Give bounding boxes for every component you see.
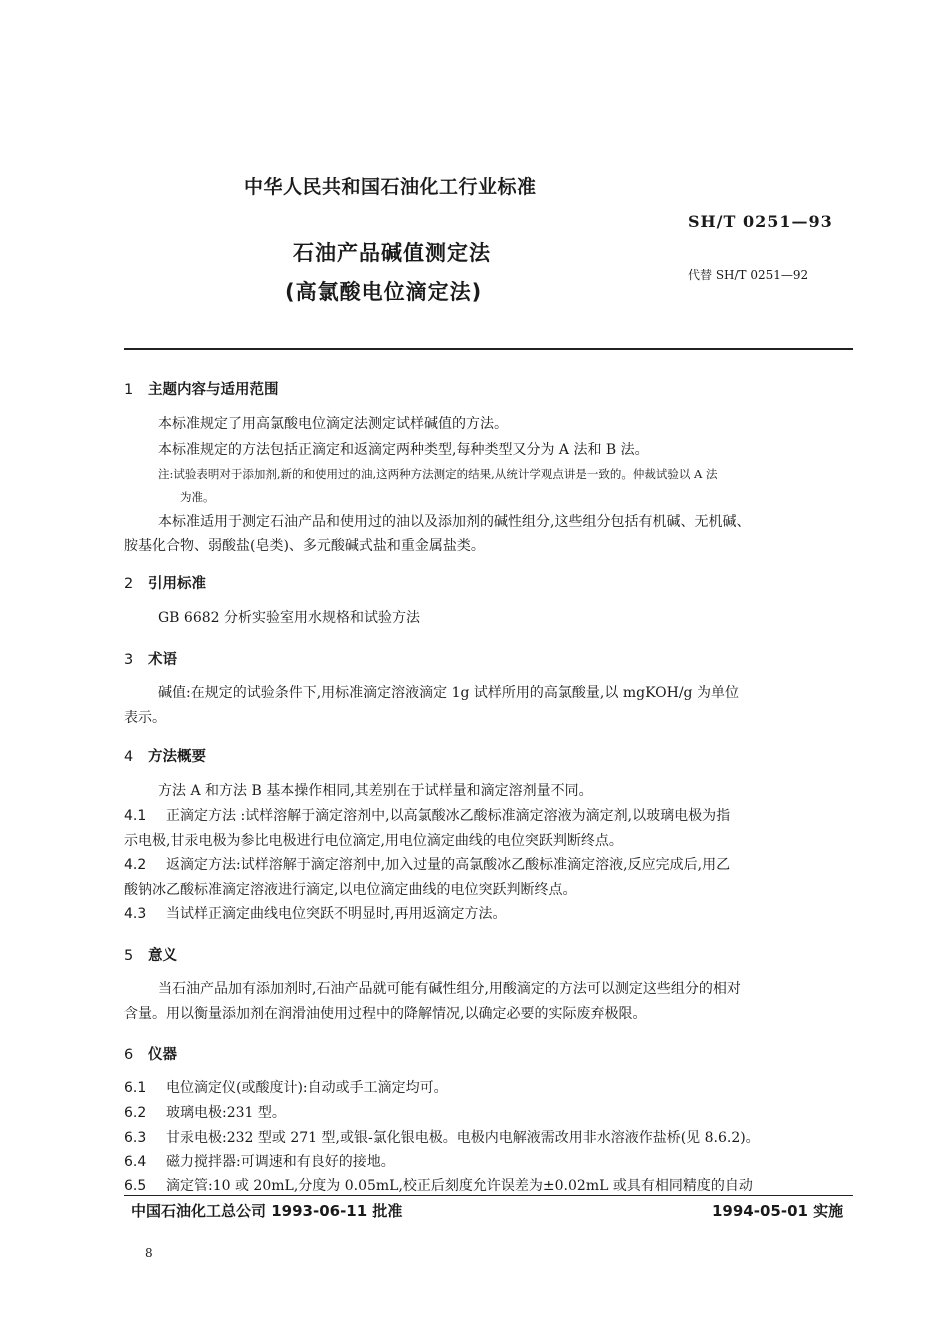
section-5-para: 当石油产品加有添加剂时,石油产品就可能有碱性组分,用酸滴定的方法可以测定这些组分的相对 <box>158 981 741 997</box>
clause-6-5: 6.5 滴定管:10 或 20mL,分度为 0.05mL,校正后刻度允许误差为±0.02mL 或具有相同精度的自动 <box>124 1178 753 1194</box>
section-1-note: 注:试验表明对于添加剂,新的和使用过的油,这两种方法测定的结果,从统计学观点讲是一致的。仲裁试验以 A 法 <box>158 467 718 481</box>
footer-divider <box>124 1195 853 1196</box>
page-number: 8 <box>145 1246 153 1260</box>
clause-4-2-cont: 酸钠冰乙酸标准滴定溶液进行滴定,以电位滴定曲线的电位突跃判断终点。 <box>124 882 577 898</box>
section-1-para-3: 本标准适用于测定石油产品和使用过的油以及添加剂的碱性组分,这些组分包括有机碱、无机碱、 <box>158 514 751 530</box>
clause-6-3: 6.3 甘汞电极:232 型或 271 型,或银-氯化银电极。电极内电解液需改用非水溶液作盐桥(见 8.6.2)。 <box>124 1130 760 1146</box>
implementation-date: 1994-05-01 实施 <box>712 1202 844 1220</box>
term-definition-cont: 表示。 <box>124 710 166 726</box>
clause-6-4: 6.4 磁力搅拌器:可调速和有良好的接地。 <box>124 1154 395 1170</box>
document-title: 石油产品碱值测定法 <box>293 241 491 265</box>
clause-4-1-cont: 示电极,甘汞电极为参比电极进行电位滴定,用电位滴定曲线的电位突跃判断终点。 <box>124 833 623 849</box>
clause-4-3: 4.3 当试样正滴定曲线电位突跃不明显时,再用返滴定方法。 <box>124 906 507 922</box>
normative-reference: GB 6682 分析实验室用水规格和试验方法 <box>158 610 421 626</box>
approval-line: 中国石油化工总公司 1993-06-11 批准 <box>131 1202 403 1220</box>
header-divider <box>124 348 853 350</box>
section-4-heading: 4 方法概要 <box>124 749 206 765</box>
section-1-para-1: 本标准规定了用高氯酸电位滴定法测定试样碱值的方法。 <box>158 416 508 432</box>
replaces-standard: 代替 SH/T 0251—92 <box>688 268 809 282</box>
standard-code: SH/T 0251—93 <box>688 212 833 231</box>
section-4-para-1: 方法 A 和方法 B 基本操作相同,其差别在于试样量和滴定溶剂量不同。 <box>158 783 593 799</box>
clause-4-1: 4.1 正滴定方法 :试样溶解于滴定溶剂中,以高氯酸冰乙酸标准滴定溶液为滴定剂,以玻璃电极为指 <box>124 808 731 824</box>
section-3-heading: 3 术语 <box>124 652 177 668</box>
document-subtitle: (高氯酸电位滴定法) <box>285 280 483 304</box>
issuing-authority: 中华人民共和国石油化工行业标准 <box>244 176 537 198</box>
section-2-heading: 2 引用标准 <box>124 576 206 592</box>
section-1-para-2: 本标准规定的方法包括正滴定和返滴定两种类型,每种类型又分为 A 法和 B 法。 <box>158 442 649 458</box>
clause-6-2: 6.2 玻璃电极:231 型。 <box>124 1105 286 1121</box>
section-6-heading: 6 仪器 <box>124 1047 177 1063</box>
section-5-para-cont: 含量。用以衡量添加剂在润滑油使用过程中的降解情况,以确定必要的实际废弃极限。 <box>124 1006 647 1022</box>
section-5-heading: 5 意义 <box>124 948 177 964</box>
term-definition: 碱值:在规定的试验条件下,用标准滴定溶液滴定 1g 试样所用的高氯酸量,以 mgKOH/g 为单位 <box>158 685 739 701</box>
clause-4-2: 4.2 返滴定方法:试样溶解于滴定溶剂中,加入过量的高氯酸冰乙酸标准滴定溶液,反应完成后,用乙 <box>124 857 731 873</box>
section-1-para-3-cont: 胺基化合物、弱酸盐(皂类)、多元酸碱式盐和重金属盐类。 <box>124 538 485 554</box>
section-1-heading: 1 主题内容与适用范围 <box>124 382 279 398</box>
clause-6-1: 6.1 电位滴定仪(或酸度计):自动或手工滴定均可。 <box>124 1080 448 1096</box>
section-1-note-cont: 为准。 <box>180 490 215 504</box>
